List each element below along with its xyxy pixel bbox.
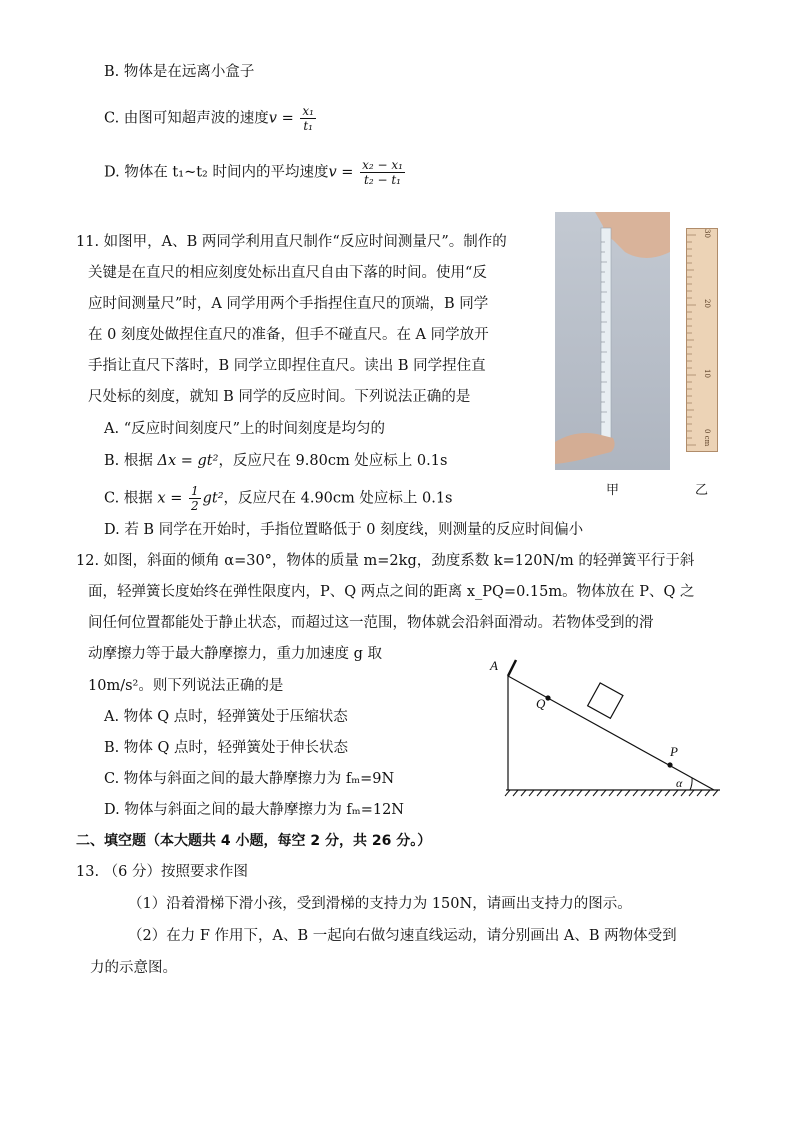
ruler-yi-ticks xyxy=(687,229,717,451)
q11-option-a: A. “反应时间刻度尺”上的时间刻度是均匀的 xyxy=(104,421,386,437)
q11-option-b-formula: Δx = gt² xyxy=(157,453,219,469)
label-p: P xyxy=(670,744,678,759)
section-2-title: 二、填空题（本大题共 4 小题，每空 2 分，共 26 分。） xyxy=(76,833,432,849)
q12-stem-line-5: 10m/s²。则下列说法正确的是 xyxy=(88,678,284,694)
q11-stem-line-1: 11. 如图甲，A、B 两同学利用直尺制作“反应时间测量尺”。制作的 xyxy=(76,234,507,250)
q11-option-c-denominator: 2 xyxy=(190,499,199,513)
q13-part-1: （1）沿着滑梯下滑小孩，受到滑梯的支持力为 150N，请画出支持力的图示。 xyxy=(128,896,632,912)
q10-option-c: C. 由图可知超声波的速度v = $\frac{\text{x₁}}{\text{t₁}}$ xyxy=(104,104,314,133)
q10-option-c-denominator: t₁ xyxy=(303,119,313,133)
q11-ruler-yi xyxy=(686,228,718,452)
q11-option-c-numerator: 1 xyxy=(190,484,199,498)
q10-option-d-fraction xyxy=(360,158,405,187)
q11-option-c-suffix: ，反应尺在 4.90cm 处应标上 0.1s xyxy=(223,490,453,507)
label-q: Q xyxy=(536,696,546,711)
q13-part-2-line-2: 力的示意图。 xyxy=(90,960,177,976)
q11-stem-line-4: 在 0 刻度处做捏住直尺的准备，但手不碰直尺。在 A 同学放开 xyxy=(88,327,489,343)
label-a: A xyxy=(490,658,498,673)
q10-option-d: D. 物体在 t₁~t₂ 时间内的平均速度v = $\frac{\text{x₂ − x₁}}{\text{t₂ − t₁}}$ xyxy=(104,158,403,187)
q12-option-b: B. 物体 Q 点时，轻弹簧处于伸长状态 xyxy=(104,740,348,756)
q10-option-c-numerator: x₁ xyxy=(302,104,314,118)
ruler-icon xyxy=(601,228,611,440)
q13-part-2-line-1: （2）在力 F 作用下，A、B 一起向右做匀速直线运动，请分别画出 A、B 两物体受到 xyxy=(128,928,677,944)
q12-incline-diagram xyxy=(484,650,729,800)
ruler-yi-label-20: 20 xyxy=(703,299,711,308)
q11-option-c-fraction xyxy=(189,484,201,513)
q11-option-d: D. 若 B 同学在开始时，手指位置略低于 0 刻度线，则测量的反应时间偏小 xyxy=(104,522,584,538)
q11-option-b xyxy=(104,451,447,471)
q12-stem-line-2: 面，轻弹簧长度始终在弹性限度内，P、Q 两点之间的距离 x_PQ=0.15m。物体放在 P、Q 之 xyxy=(88,584,695,600)
q10-option-d-numerator: x₂ − x₁ xyxy=(362,158,403,172)
q11-photo-jia xyxy=(555,212,670,470)
q11-caption-jia: 甲 xyxy=(606,483,620,498)
q12-stem-line-3: 间任何位置都能处于静止状态，而超过这一范围，物体就会沿斜面滑动。若物体受到的滑 xyxy=(88,615,654,631)
ground-hatch xyxy=(505,790,718,796)
q12-stem-line-4: 动摩擦力等于最大静摩擦力，重力加速度 g 取 xyxy=(88,646,382,662)
q11-option-b-text: B. 根据 xyxy=(104,453,153,469)
q11-option-c xyxy=(104,484,453,513)
q10-option-d-denominator: t₂ − t₁ xyxy=(364,173,401,187)
q11-stem-line-3: 应时间测量尺”时，A 同学用两个手指捏住直尺的顶端，B 同学 xyxy=(88,296,489,312)
ruler-yi-label-10: 10 xyxy=(703,369,711,378)
wall-a xyxy=(508,660,516,676)
q11-option-b-suffix: ，反应尺在 9.80cm 处应标上 0.1s xyxy=(218,453,448,469)
q11-stem-line-2: 关键是在直尺的相应刻度处标出直尺自由下落的时间。使用“反 xyxy=(88,265,487,281)
q10-option-c-text: C. 由图可知超声波的速度 xyxy=(104,110,269,127)
q12-option-c: C. 物体与斜面之间的最大静摩擦力为 fₘ=9N xyxy=(104,771,395,787)
q12-option-d: D. 物体与斜面之间的最大静摩擦力为 fₘ=12N xyxy=(104,802,404,818)
q11-option-c-formula-rhs: gt² xyxy=(202,490,224,507)
q11-stem-line-5: 手指让直尺下落时，B 同学立即捏住直尺。读出 B 同学捏住直 xyxy=(88,358,486,374)
q12-option-a: A. 物体 Q 点时，轻弹簧处于压缩状态 xyxy=(104,709,348,725)
point-p xyxy=(667,762,672,767)
q10-option-d-text: D. 物体在 t₁~t₂ 时间内的平均速度 xyxy=(104,164,329,181)
q12-stem-line-1: 12. 如图，斜面的倾角 α=30°，物体的质量 m=2kg，劲度系数 k=120N/m 的轻弹簧平行于斜 xyxy=(76,553,695,569)
q10-option-c-fraction xyxy=(300,104,316,133)
q11-caption-yi: 乙 xyxy=(695,483,709,498)
point-q xyxy=(545,695,550,700)
block-icon xyxy=(588,683,623,718)
ruler-yi-label-30: 30 xyxy=(703,229,711,238)
q11-stem-line-6: 尺处标的刻度，就知 B 同学的反应时间。下列说法正确的是 xyxy=(88,389,471,405)
q11-option-c-text: C. 根据 xyxy=(104,490,153,507)
label-alpha: α xyxy=(676,776,683,790)
ruler-yi-label-0: 0 cm xyxy=(703,429,711,447)
angle-arc xyxy=(690,778,692,790)
q10-option-b: B. 物体是在远离小盒子 xyxy=(104,64,255,80)
q11-option-c-formula-lhs: x = xyxy=(157,490,183,507)
q13-stem: 13. （6 分）按照要求作图 xyxy=(76,864,249,880)
